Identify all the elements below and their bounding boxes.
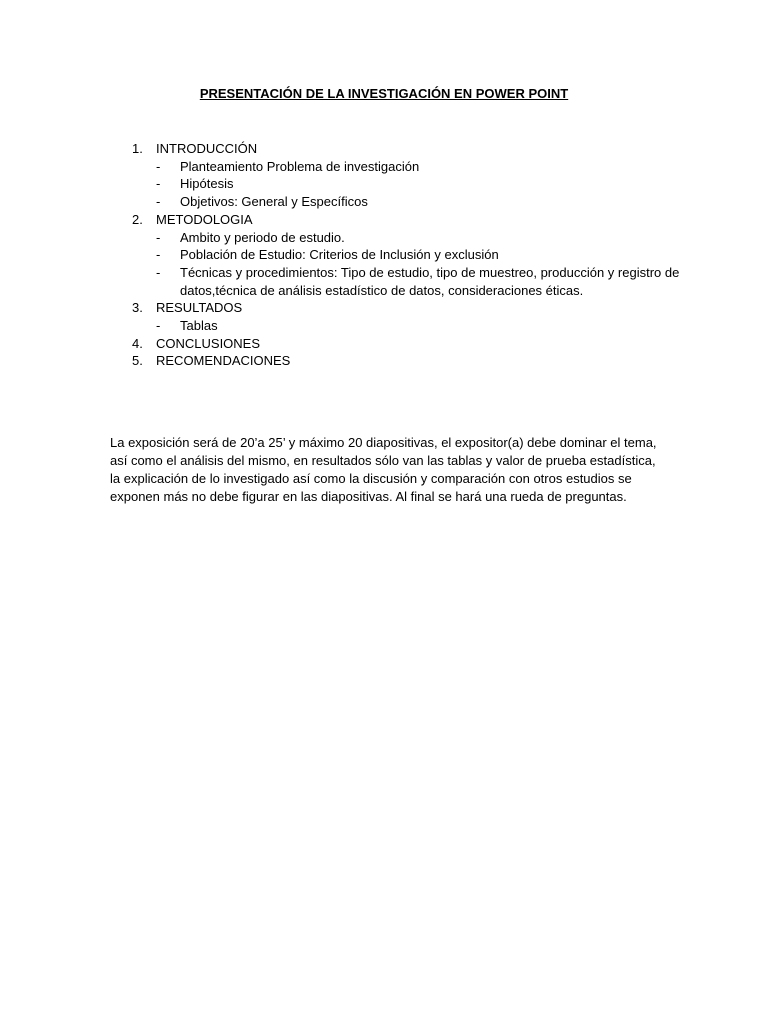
instructions-paragraph: [110, 434, 670, 506]
section-metodologia: [132, 211, 692, 229]
bullet-dash: -: [156, 229, 161, 245]
section-number: 4.: [132, 335, 143, 351]
bullet-dash: -: [156, 176, 161, 192]
section-introduccion: [132, 140, 692, 158]
section-number: 3.: [132, 300, 143, 316]
paragraph-line: así como el análisis del mismo, en resultados sólo van las tablas y valor de prueba estadística,: [110, 453, 656, 468]
paragraph-line: exponen más no debe figurar en las diapositivas. Al final se hará una rueda de preguntas.: [110, 489, 627, 504]
list-item: [132, 175, 692, 193]
section-label: METODOLOGIA: [156, 211, 253, 227]
paragraph-line: La exposición será de 20’a 25’ y máximo 20 diapositivas, el expositor(a) debe dominar el tema,: [110, 435, 657, 450]
section-number: 2.: [132, 211, 143, 227]
paragraph-line: la explicación de lo investigado así como la discusión y comparación con otros estudios se: [110, 471, 632, 486]
bullet-dash: -: [156, 264, 161, 280]
list-item: [132, 317, 692, 335]
section-label: RESULTADOS: [156, 300, 243, 316]
section-number: 1.: [132, 141, 143, 156]
bullet-dash: -: [156, 247, 161, 263]
list-item: [132, 193, 692, 211]
list-item: [132, 246, 692, 264]
list-item-text: Planteamiento Problema de investigación: [180, 158, 420, 174]
section-resultados: [132, 299, 692, 317]
section-label: CONCLUSIONES: [156, 335, 261, 351]
section-number: 5.: [132, 353, 143, 369]
list-item-text: Objetivos: General y Específicos: [180, 194, 368, 210]
document-title: PRESENTACIÓN DE LA INVESTIGACIÓN EN POWER POINT: [199, 86, 569, 101]
bullet-dash: -: [156, 318, 161, 334]
list-item-text: Tablas: [180, 318, 218, 334]
bullet-dash: -: [156, 194, 161, 210]
list-item-text: Hipótesis: [180, 176, 234, 192]
section-conclusiones: [132, 335, 692, 353]
section-label: INTRODUCCIÓN: [156, 141, 258, 156]
section-label: RECOMENDACIONES: [156, 353, 291, 369]
list-item: [132, 264, 692, 299]
list-item-text: Población de Estudio: Criterios de Inclusión y exclusión: [180, 247, 499, 263]
section-recomendaciones: [132, 352, 692, 370]
bullet-dash: -: [156, 158, 161, 174]
list-item-text: Ambito y periodo de estudio.: [180, 229, 345, 245]
list-item: [132, 158, 692, 176]
outline-list: [132, 140, 692, 370]
list-item-text: Técnicas y procedimientos: Tipo de estudio, tipo de muestreo, producción y registro de datos,técnica de análisis estadístico de datos, consideraciones éticas.: [180, 264, 680, 298]
list-item: [132, 229, 692, 247]
